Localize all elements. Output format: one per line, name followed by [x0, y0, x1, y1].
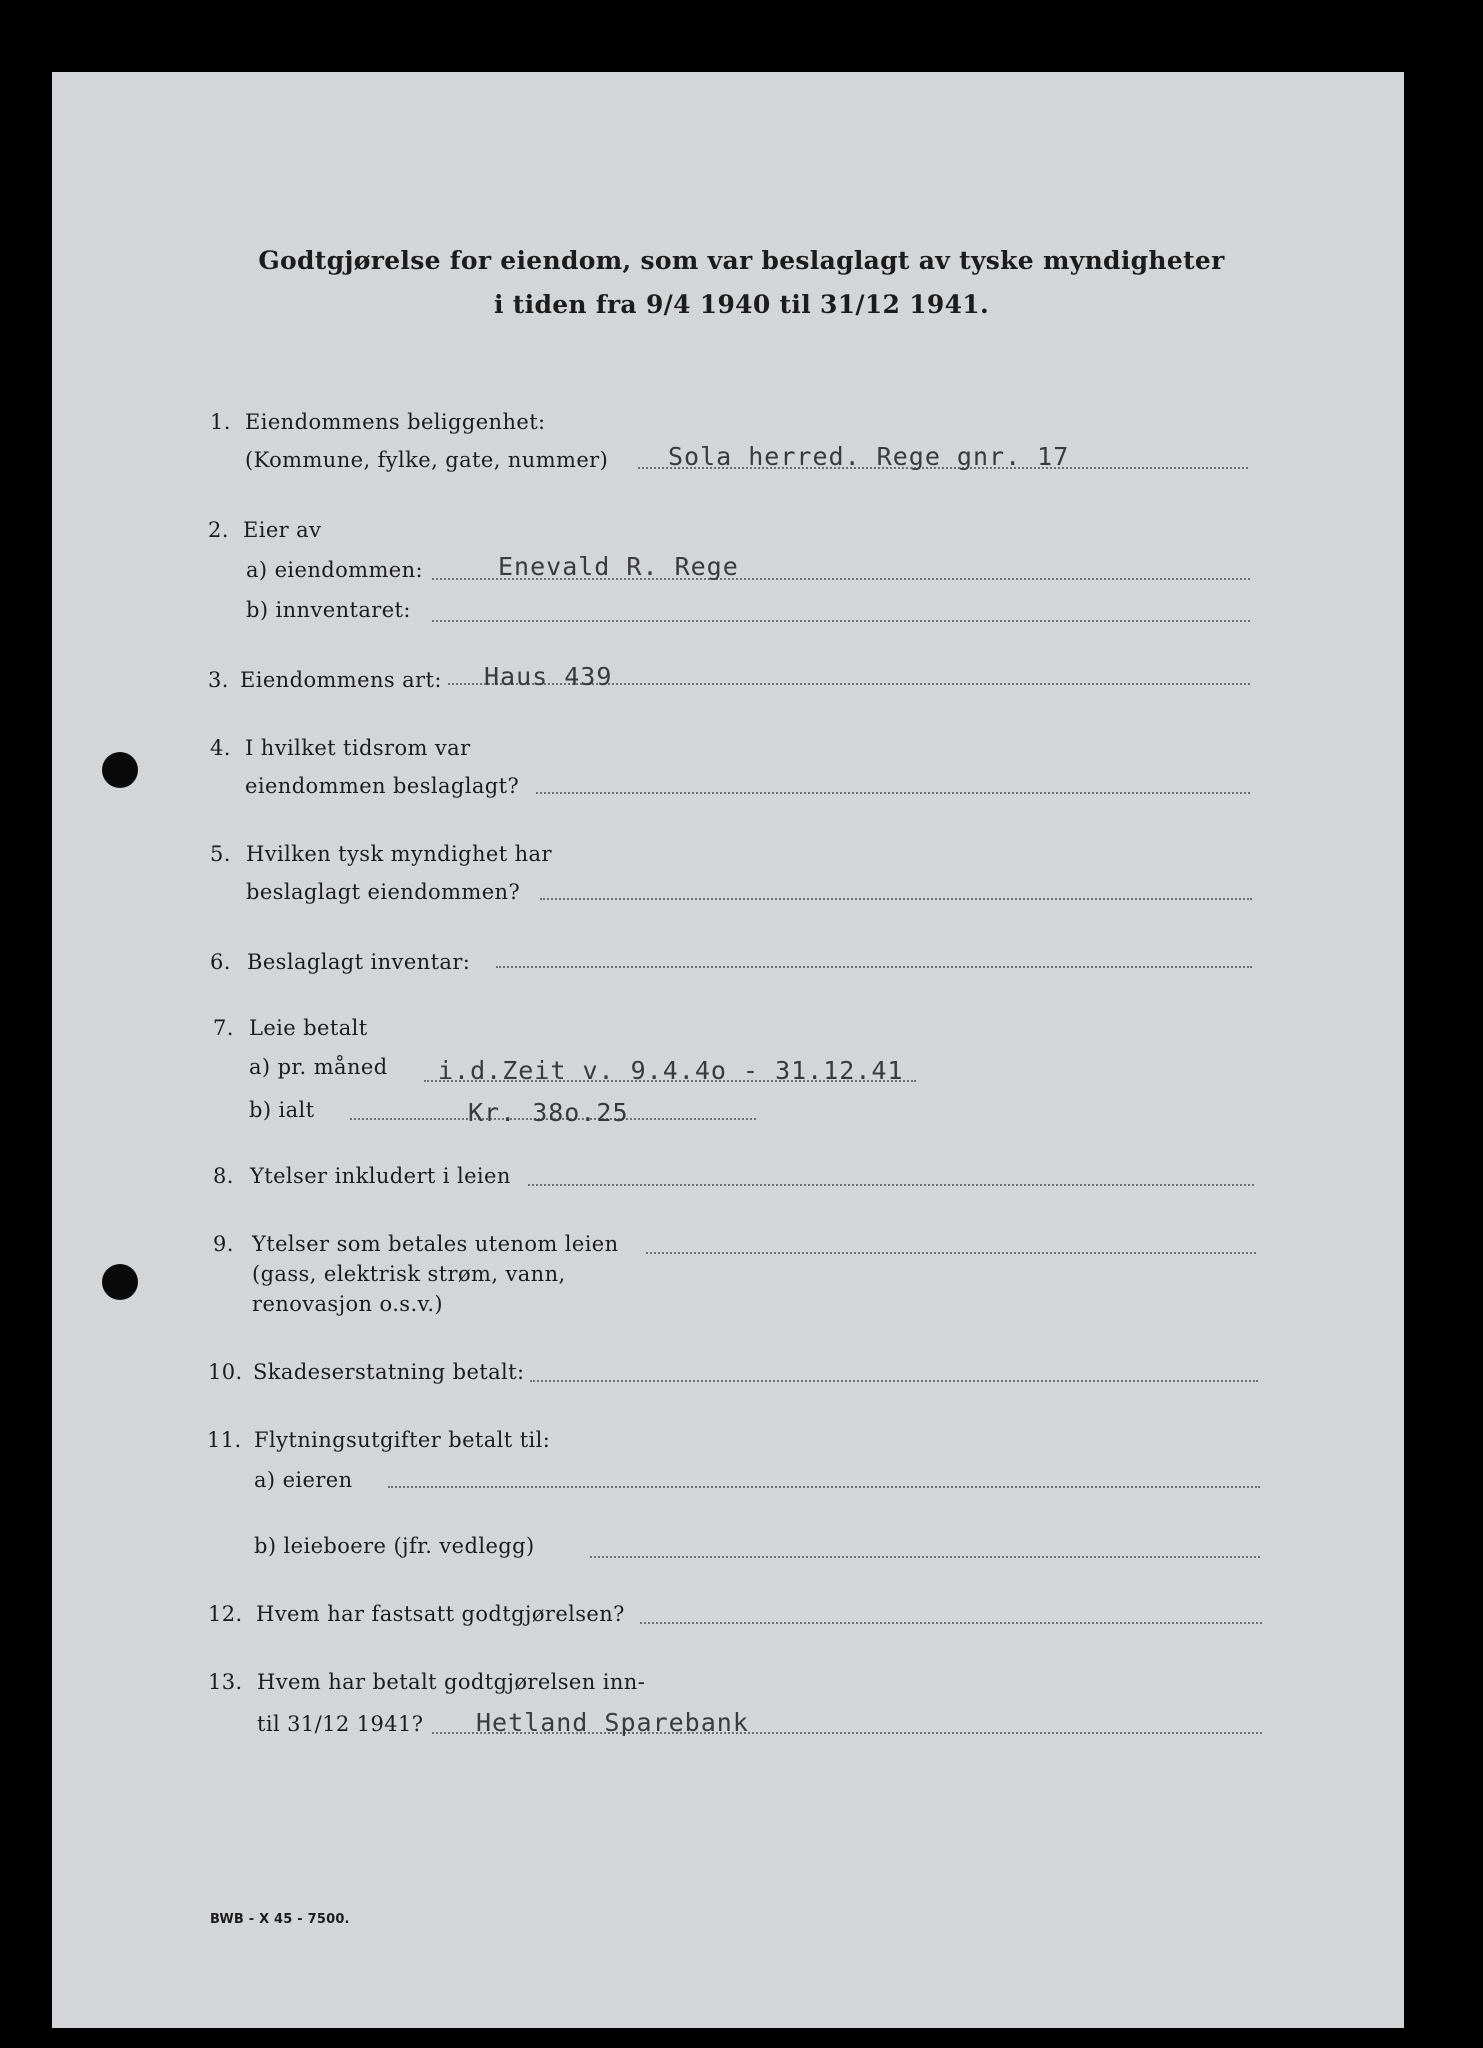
item-9-number: 9.	[213, 1232, 234, 1256]
item-11-number: 11.	[207, 1428, 242, 1452]
item-12-label: Hvem har fastsatt godtgjørelsen?	[256, 1602, 625, 1626]
item-7b-answer: Kr. 38o.25	[468, 1098, 629, 1127]
item-8-number: 8.	[213, 1164, 234, 1188]
item-11b-label: b) leieboere (jfr. vedlegg)	[254, 1534, 535, 1558]
item-13-number: 13.	[208, 1670, 243, 1694]
item-4-number: 4.	[210, 736, 231, 760]
item-8-label: Ytelser inkludert i leien	[250, 1164, 511, 1188]
item-13-sublabel: til 31/12 1941?	[257, 1712, 424, 1736]
item-3-number: 3.	[208, 668, 229, 692]
item-2b-answer-line	[432, 620, 1250, 622]
item-2-number: 2.	[208, 518, 229, 542]
item-1-sublabel: (Kommune, fylke, gate, nummer)	[245, 448, 609, 472]
item-9-answer-line	[646, 1252, 1256, 1254]
item-5-number: 5.	[210, 842, 231, 866]
item-9-sublabel-1: (gass, elektrisk strøm, vann,	[252, 1262, 566, 1286]
item-5-answer-line	[540, 898, 1252, 900]
item-11b-answer-line	[590, 1556, 1260, 1558]
item-3-answer: Haus 439	[484, 662, 613, 691]
item-9-label: Ytelser som betales utenom leien	[252, 1232, 619, 1256]
item-10-label: Skadeserstatning betalt:	[253, 1360, 525, 1384]
item-7-label: Leie betalt	[249, 1016, 368, 1040]
item-13-label: Hvem har betalt godtgjørelsen inn-	[257, 1670, 646, 1694]
item-12-number: 12.	[208, 1602, 243, 1626]
item-10-answer-line	[530, 1380, 1258, 1382]
item-2-label: Eier av	[243, 518, 322, 542]
item-7a-answer: i.d.Zeit v. 9.4.4o - 31.12.41	[438, 1056, 904, 1085]
item-1-answer: Sola herred. Rege gnr. 17	[668, 442, 1070, 471]
item-1-label: Eiendommens beliggenhet:	[245, 410, 546, 434]
item-2b-label: b) innventaret:	[246, 598, 411, 622]
item-7a-label: a) pr. måned	[249, 1055, 388, 1079]
item-6-label: Beslaglagt inventar:	[247, 950, 471, 974]
item-2a-label: a) eiendommen:	[246, 558, 424, 582]
item-1-number: 1.	[210, 410, 231, 434]
punch-hole	[102, 1264, 138, 1300]
item-2a-answer: Enevald R. Rege	[498, 552, 739, 581]
item-11a-label: a) eieren	[254, 1468, 353, 1492]
item-11a-answer-line	[388, 1486, 1260, 1488]
item-12-answer-line	[640, 1622, 1262, 1624]
form-footer-code: BWB - X 45 - 7500.	[210, 1912, 350, 1927]
item-7b-label: b) ialt	[249, 1098, 315, 1122]
punch-hole	[102, 752, 138, 788]
item-8-answer-line	[528, 1184, 1254, 1186]
item-5-sublabel: beslaglagt eiendommen?	[246, 880, 521, 904]
item-6-number: 6.	[210, 950, 231, 974]
form-title-line-1: Godtgjørelse for eiendom, som var beslaglagt av tyske myndigheter	[258, 246, 1225, 275]
item-4-label: I hvilket tidsrom var	[245, 736, 471, 760]
form-title-line-2: i tiden fra 9/4 1940 til 31/12 1941.	[494, 290, 989, 319]
item-4-sublabel: eiendommen beslaglagt?	[245, 774, 520, 798]
item-7-number: 7.	[213, 1016, 234, 1040]
item-10-number: 10.	[208, 1360, 243, 1384]
item-9-sublabel-2: renovasjon o.s.v.)	[252, 1292, 443, 1316]
item-6-answer-line	[496, 966, 1252, 968]
item-13-answer: Hetland Sparebank	[476, 1708, 749, 1737]
item-11-label: Flytningsutgifter betalt til:	[254, 1428, 551, 1452]
item-4-answer-line	[536, 792, 1250, 794]
item-3-label: Eiendommens art:	[240, 668, 442, 692]
item-5-label: Hvilken tysk myndighet har	[246, 842, 552, 866]
